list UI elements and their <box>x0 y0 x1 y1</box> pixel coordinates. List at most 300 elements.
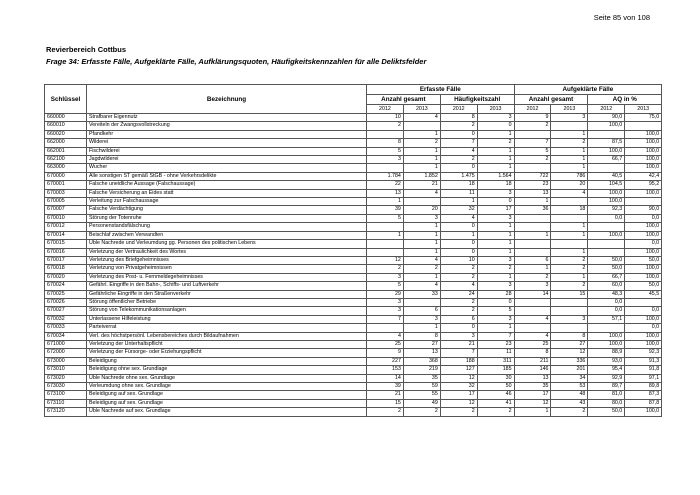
question-title: Frage 34: Erfasste Fälle, Aufgeklärte Fälle, Aufklärungsquoten, Häufigkeitskennzahlen für alle Deliktsfelder <box>46 57 427 66</box>
row-value: 7 <box>440 349 477 357</box>
row-value: 227 <box>367 357 404 365</box>
row-value: 0,0 <box>625 240 662 248</box>
row-value: 188 <box>440 357 477 365</box>
table-row <box>45 156 662 164</box>
row-value: 100,0 <box>588 340 625 348</box>
row-value: 1 <box>477 248 514 256</box>
year-header: 2012 <box>588 105 625 114</box>
row-value <box>551 122 588 130</box>
row-value <box>625 198 662 206</box>
row-description: Verleitung zur Falschaussage <box>87 198 367 206</box>
row-value: 100,0 <box>588 122 625 130</box>
row-description: Üble Nachrede ohne sex. Grundlage <box>87 374 367 382</box>
row-value: 1 <box>403 248 440 256</box>
table-row <box>45 282 662 290</box>
row-value: 28 <box>477 290 514 298</box>
row-value: 0,0 <box>588 298 625 306</box>
row-value: 92,3 <box>588 206 625 214</box>
row-key: 670032 <box>45 315 87 323</box>
row-value: 5 <box>367 214 404 222</box>
row-value: 1.475 <box>440 172 477 180</box>
row-key: 660010 <box>45 122 87 130</box>
row-value: 12 <box>514 399 551 407</box>
row-value: 75,0 <box>625 114 662 122</box>
year-header: 2013 <box>551 105 588 114</box>
row-value <box>551 324 588 332</box>
row-value: 100,0 <box>625 265 662 273</box>
row-value: 2 <box>403 408 440 416</box>
subheader-anzahl-gesamt-erfasst: Anzahl gesamt <box>367 95 441 105</box>
row-value <box>588 130 625 138</box>
row-value: 13 <box>367 189 404 197</box>
year-header: 2013 <box>625 105 662 114</box>
row-key: 670014 <box>45 231 87 239</box>
row-value: 1 <box>551 248 588 256</box>
column-header-description: Bezeichnung <box>87 85 367 114</box>
row-value: 87,8 <box>625 399 662 407</box>
row-value: 14 <box>367 374 404 382</box>
row-value: 3 <box>514 282 551 290</box>
row-value: 10 <box>440 256 477 264</box>
row-value: 7 <box>514 139 551 147</box>
table-row <box>45 147 662 155</box>
row-description: Üble Nachrede auf sex. Grundlage <box>87 408 367 416</box>
row-value: 1 <box>477 231 514 239</box>
row-value: 15 <box>551 290 588 298</box>
row-value: 2 <box>440 408 477 416</box>
row-description: Verleumdung ohne sex. Grundlage <box>87 383 367 391</box>
row-value: 1 <box>477 164 514 172</box>
row-value: 127 <box>440 366 477 374</box>
year-header: 2013 <box>477 105 514 114</box>
row-value: 100,0 <box>588 332 625 340</box>
row-value: 20 <box>551 181 588 189</box>
row-value: 1 <box>551 273 588 281</box>
row-value: 100,0 <box>588 198 625 206</box>
row-value <box>514 214 551 222</box>
row-key: 670012 <box>45 223 87 231</box>
row-key: 670015 <box>45 240 87 248</box>
row-value: 50,0 <box>625 282 662 290</box>
row-key: 660000 <box>45 114 87 122</box>
row-value: 88,9 <box>588 349 625 357</box>
row-value: 91,8 <box>625 366 662 374</box>
row-key: 670034 <box>45 332 87 340</box>
table-body <box>45 114 662 417</box>
row-value: 5 <box>477 307 514 315</box>
row-value: 18 <box>440 181 477 189</box>
row-key: 670017 <box>45 256 87 264</box>
table-row <box>45 273 662 281</box>
row-value: 50,0 <box>588 256 625 264</box>
row-value: 1 <box>514 198 551 206</box>
row-value: 17 <box>440 391 477 399</box>
row-value: 45,5 <box>625 290 662 298</box>
row-value: 2 <box>440 265 477 273</box>
year-header: 2012 <box>514 105 551 114</box>
row-value: 104,5 <box>588 181 625 189</box>
row-value: 1 <box>551 231 588 239</box>
column-header-key: Schlüssel <box>45 85 87 114</box>
row-description: Strafbarer Eigennutz <box>87 114 367 122</box>
row-value: 12 <box>440 399 477 407</box>
row-key: 673110 <box>45 399 87 407</box>
row-value: 1 <box>403 240 440 248</box>
row-key: 672000 <box>45 349 87 357</box>
row-value: 100,0 <box>625 189 662 197</box>
table-row <box>45 307 662 315</box>
row-value: 36 <box>514 206 551 214</box>
table-row <box>45 189 662 197</box>
year-header: 2012 <box>367 105 404 114</box>
row-value: 4 <box>403 189 440 197</box>
row-value: 48,3 <box>588 290 625 298</box>
row-value: 100,0 <box>588 147 625 155</box>
row-value: 13 <box>514 189 551 197</box>
row-value: 311 <box>477 357 514 365</box>
row-value <box>514 223 551 231</box>
table-row <box>45 122 662 130</box>
row-value: 2 <box>477 139 514 147</box>
row-value: 0 <box>477 298 514 306</box>
row-description: Verletzung der Vertraulichkeit des Wortes <box>87 248 367 256</box>
region-title: Revierbereich Cottbus <box>46 45 127 54</box>
row-key: 670010 <box>45 214 87 222</box>
row-value: 66,7 <box>588 156 625 164</box>
row-value: 786 <box>551 172 588 180</box>
row-value: 2 <box>477 265 514 273</box>
row-value: 7 <box>440 139 477 147</box>
row-value: 3 <box>367 298 404 306</box>
row-value: 4 <box>514 332 551 340</box>
table-row <box>45 374 662 382</box>
row-value: 93,0 <box>588 357 625 365</box>
row-description: Falsche Verdächtigung <box>87 206 367 214</box>
row-value: 42,4 <box>625 172 662 180</box>
row-value: 1 <box>514 408 551 416</box>
row-key: 663000 <box>45 164 87 172</box>
row-value: 1 <box>403 223 440 231</box>
row-value: 100,0 <box>625 408 662 416</box>
table-row <box>45 139 662 147</box>
row-value: 18 <box>477 181 514 189</box>
row-description: Verletzung der Unterhaltspflicht <box>87 340 367 348</box>
row-value <box>367 130 404 138</box>
row-value: 23 <box>514 181 551 189</box>
row-value: 3 <box>367 307 404 315</box>
row-value: 11 <box>440 189 477 197</box>
row-value: 100,0 <box>625 248 662 256</box>
row-value <box>514 324 551 332</box>
row-value: 100,0 <box>625 273 662 281</box>
row-value: 9 <box>514 114 551 122</box>
row-value <box>367 240 404 248</box>
row-description: Jagdwilderei <box>87 156 367 164</box>
row-value: 2 <box>514 156 551 164</box>
row-value: 100,0 <box>625 340 662 348</box>
row-description: Parteiverrat <box>87 324 367 332</box>
row-value: 336 <box>551 357 588 365</box>
row-value: 722 <box>514 172 551 180</box>
row-value: 10 <box>367 114 404 122</box>
row-value: 219 <box>403 366 440 374</box>
row-value: 33 <box>403 290 440 298</box>
table-row <box>45 206 662 214</box>
row-key: 670033 <box>45 324 87 332</box>
row-value: 5 <box>367 282 404 290</box>
row-value: 92,3 <box>625 349 662 357</box>
row-value <box>588 324 625 332</box>
row-value: 0 <box>477 198 514 206</box>
group-header-aufgeklaerte-faelle: Aufgeklärte Fälle <box>514 85 662 95</box>
row-value: 11 <box>477 349 514 357</box>
row-value <box>551 240 588 248</box>
row-description: Verletzung der Fürsorge- oder Erziehungspflicht <box>87 349 367 357</box>
row-value: 80,0 <box>588 399 625 407</box>
subheader-aq-percent: AQ in % <box>588 95 662 105</box>
statistics-table <box>44 84 662 417</box>
row-value <box>588 223 625 231</box>
row-value <box>403 298 440 306</box>
row-description: Störung öffentlicher Betriebe <box>87 298 367 306</box>
row-value: 39 <box>367 206 404 214</box>
row-value: 3 <box>551 114 588 122</box>
row-value: 40,5 <box>588 172 625 180</box>
table-row <box>45 164 662 172</box>
row-key: 662100 <box>45 156 87 164</box>
row-value <box>367 164 404 172</box>
row-value: 87,3 <box>625 391 662 399</box>
row-key: 673120 <box>45 408 87 416</box>
row-value: 12 <box>440 374 477 382</box>
row-value: 0 <box>440 324 477 332</box>
table-row <box>45 332 662 340</box>
row-description: Beleidigung <box>87 357 367 365</box>
row-value: 1 <box>477 130 514 138</box>
row-value: 2 <box>551 256 588 264</box>
row-value: 89,7 <box>588 383 625 391</box>
row-value: 4 <box>551 189 588 197</box>
table-row <box>45 172 662 180</box>
row-value: 4 <box>514 315 551 323</box>
row-value: 9 <box>367 349 404 357</box>
row-value <box>367 324 404 332</box>
row-value <box>514 130 551 138</box>
row-value <box>551 214 588 222</box>
row-value: 50,0 <box>588 265 625 273</box>
row-key: 660020 <box>45 130 87 138</box>
row-key: 670001 <box>45 181 87 189</box>
row-value: 7 <box>477 332 514 340</box>
row-value: 1 <box>403 273 440 281</box>
row-value: 100,0 <box>625 130 662 138</box>
row-value: 81,0 <box>588 391 625 399</box>
row-value: 4 <box>403 282 440 290</box>
row-value <box>514 164 551 172</box>
table-row <box>45 214 662 222</box>
row-value: 90,0 <box>588 114 625 122</box>
row-description: Beleidigung auf sex. Grundlage <box>87 399 367 407</box>
row-value: 1 <box>514 265 551 273</box>
row-value: 30 <box>477 374 514 382</box>
row-value: 43 <box>551 399 588 407</box>
row-value: 41 <box>477 399 514 407</box>
row-value: 0,0 <box>588 307 625 315</box>
table-row <box>45 340 662 348</box>
row-value: 48 <box>551 391 588 399</box>
row-value: 100,0 <box>588 231 625 239</box>
row-key: 670003 <box>45 189 87 197</box>
row-value: 0 <box>440 164 477 172</box>
row-value: 90,0 <box>625 206 662 214</box>
row-value: 1 <box>477 147 514 155</box>
row-value: 0,0 <box>625 324 662 332</box>
row-value: 17 <box>514 391 551 399</box>
row-value <box>367 248 404 256</box>
row-value: 24 <box>440 290 477 298</box>
group-header-erfasste-faelle: Erfasste Fälle <box>367 85 515 95</box>
row-description: Wucher <box>87 164 367 172</box>
row-value: 1 <box>551 164 588 172</box>
row-value: 21 <box>403 181 440 189</box>
row-value: 100,0 <box>588 189 625 197</box>
row-value: 3 <box>367 273 404 281</box>
table-row <box>45 399 662 407</box>
row-key: 673010 <box>45 366 87 374</box>
table-row <box>45 240 662 248</box>
row-value <box>514 298 551 306</box>
table-row <box>45 181 662 189</box>
row-value <box>625 298 662 306</box>
row-key: 670020 <box>45 273 87 281</box>
row-value <box>588 240 625 248</box>
row-value: 17 <box>477 206 514 214</box>
row-value: 22 <box>367 181 404 189</box>
row-value <box>514 307 551 315</box>
row-value: 4 <box>440 282 477 290</box>
table-row <box>45 114 662 122</box>
row-value: 34 <box>551 374 588 382</box>
row-value: 13 <box>403 349 440 357</box>
row-value: 146 <box>514 366 551 374</box>
row-value: 1 <box>403 130 440 138</box>
row-value <box>403 198 440 206</box>
row-value: 3 <box>477 114 514 122</box>
row-key: 671000 <box>45 340 87 348</box>
row-value: 14 <box>514 290 551 298</box>
row-key: 670018 <box>45 265 87 273</box>
row-description: Alle sonstigen ST gemäß StGB - ohne Verkehrsdelikte <box>87 172 367 180</box>
row-description: Fischwilderei <box>87 147 367 155</box>
row-value: 0,0 <box>588 214 625 222</box>
row-description: Beischlaf zwischen Verwandten <box>87 231 367 239</box>
row-value: 1 <box>403 164 440 172</box>
row-value: 18 <box>551 206 588 214</box>
row-value: 0,0 <box>625 307 662 315</box>
row-value: 92,9 <box>588 374 625 382</box>
row-description: Beleidigung ohne sex. Grundlage <box>87 366 367 374</box>
row-value: 1 <box>367 198 404 206</box>
row-value: 211 <box>514 357 551 365</box>
table-row <box>45 315 662 323</box>
table-row <box>45 198 662 206</box>
row-value: 0 <box>440 240 477 248</box>
row-value: 2 <box>440 156 477 164</box>
row-description: Personenstandsfälschung <box>87 223 367 231</box>
row-value: 91,3 <box>625 357 662 365</box>
row-value: 95,4 <box>588 366 625 374</box>
row-value: 0 <box>440 223 477 231</box>
row-value: 0 <box>440 130 477 138</box>
row-value: 57,1 <box>588 315 625 323</box>
row-description: Vereiteln der Zwangsvollstreckung <box>87 122 367 130</box>
row-value: 2 <box>477 408 514 416</box>
row-key: 662001 <box>45 147 87 155</box>
subheader-anzahl-gesamt-aufgeklaert: Anzahl gesamt <box>514 95 588 105</box>
row-value: 100,0 <box>625 164 662 172</box>
row-value: 3 <box>440 332 477 340</box>
row-value: 3 <box>477 214 514 222</box>
table-row <box>45 231 662 239</box>
row-key: 670007 <box>45 206 87 214</box>
row-value: 2 <box>440 122 477 130</box>
row-value <box>551 198 588 206</box>
row-value: 7 <box>367 315 404 323</box>
row-value: 50 <box>477 383 514 391</box>
row-value: 15 <box>367 399 404 407</box>
row-value: 3 <box>477 189 514 197</box>
row-value: 100,0 <box>625 147 662 155</box>
row-key: 673020 <box>45 374 87 382</box>
row-value: 2 <box>514 122 551 130</box>
row-value: 2 <box>367 122 404 130</box>
row-value: 29 <box>367 290 404 298</box>
table-row <box>45 324 662 332</box>
row-description: Gefährliche Eingriffe in den Straßenverkehr <box>87 290 367 298</box>
row-value: 2 <box>551 282 588 290</box>
row-value <box>625 122 662 130</box>
row-value: 3 <box>403 214 440 222</box>
row-value: 6 <box>440 315 477 323</box>
row-value: 2 <box>440 307 477 315</box>
row-value: 3 <box>477 315 514 323</box>
row-key: 670016 <box>45 248 87 256</box>
row-value: 1 <box>477 324 514 332</box>
row-description: Verletzung des Post- u. Fernmeldegeheimnisses <box>87 273 367 281</box>
row-value: 3 <box>477 282 514 290</box>
row-value: 4 <box>440 214 477 222</box>
row-value: 59 <box>403 383 440 391</box>
row-value <box>551 298 588 306</box>
row-value: 100,0 <box>625 315 662 323</box>
row-value: 4 <box>367 332 404 340</box>
row-value: 8 <box>514 349 551 357</box>
row-key: 673030 <box>45 383 87 391</box>
row-value: 1 <box>551 130 588 138</box>
row-value: 6 <box>403 307 440 315</box>
row-value: 1 <box>403 324 440 332</box>
row-value: 25 <box>514 340 551 348</box>
row-value: 35 <box>514 383 551 391</box>
row-description: Störung von Telekommunikationsanlagen <box>87 307 367 315</box>
row-value: 1.564 <box>477 172 514 180</box>
row-value: 12 <box>551 349 588 357</box>
row-value: 100,0 <box>625 231 662 239</box>
row-value: 5 <box>514 147 551 155</box>
table-row <box>45 366 662 374</box>
row-value: 8 <box>440 114 477 122</box>
row-value: 1 <box>367 231 404 239</box>
